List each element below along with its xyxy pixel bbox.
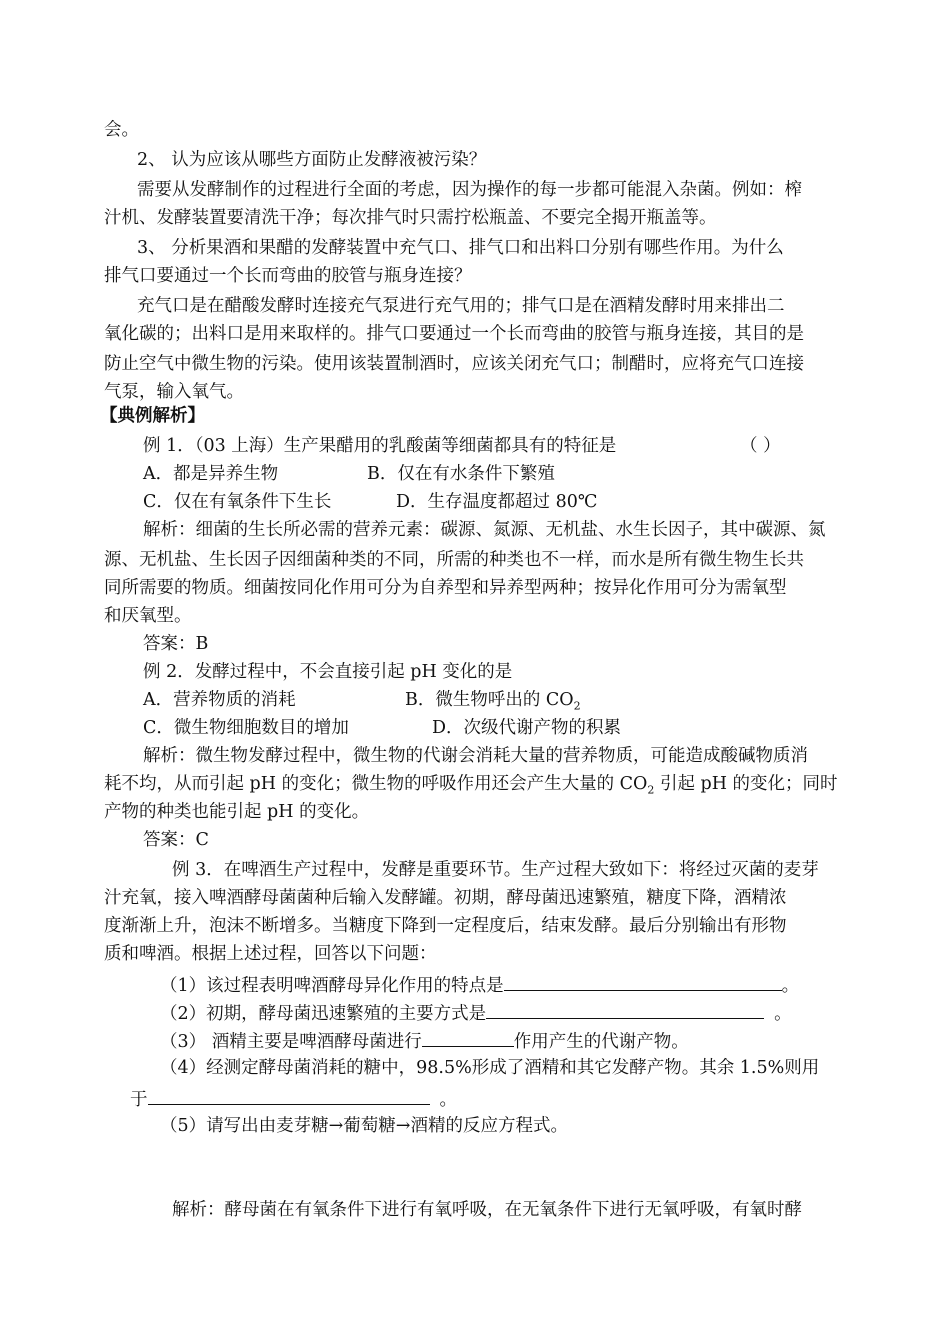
text-line: 解析：酵母菌在有氧条件下进行有氧呼吸，在无氧条件下进行无氧呼吸，有氧时酵	[172, 1200, 802, 1220]
example-2-stem: 例 2．发酵过程中，不会直接引起 pH 变化的是	[143, 662, 513, 682]
subscript: 2	[573, 699, 581, 713]
answer-bracket: （ ）	[740, 436, 781, 456]
text-part: 引起 pH 的变化；同时	[654, 774, 838, 794]
subscript: 2	[647, 783, 655, 797]
text-line: 解析：微生物发酵过程中，微生物的代谢会消耗大量的营养物质，可能造成酸碱物质消	[143, 746, 808, 766]
sub-question-4: （4）经测定酵母菌消耗的糖中，98.5%形成了酒精和其它发酵产物。其余 1.5%则用	[160, 1058, 820, 1078]
text-line: 产物的种类也能引起 pH 的变化。	[104, 802, 370, 822]
text-line: 和厌氧型。	[104, 606, 192, 626]
example-1-stem: 例 1．（03 上海）生产果醋用的乳酸菌等细菌都具有的特征是	[143, 436, 617, 456]
answer-blank	[422, 1028, 514, 1047]
option-b-text: B．微生物呼出的 CO	[405, 690, 574, 710]
option-a: A．都是异养生物	[143, 464, 279, 484]
sub-question-text: 于	[130, 1090, 148, 1110]
sub-question-1	[160, 972, 799, 998]
text-line: 气泵，输入氧气。	[104, 382, 244, 402]
text-line	[104, 772, 838, 803]
section-heading: 【典例解析】	[100, 406, 205, 426]
sub-question-text: （3） 酒精主要是啤酒酵母菌进行	[160, 1032, 422, 1052]
option-c: C．仅在有氧条件下生长	[143, 492, 332, 512]
punctuation: 。	[439, 1090, 457, 1110]
sub-question-5: （5）请写出由麦芽糖→葡萄糖→酒精的反应方程式。	[160, 1116, 568, 1136]
sub-question-4-cont	[130, 1086, 457, 1112]
sub-question-2	[160, 1000, 792, 1026]
text-line: 充气口是在醋酸发酵时连接充气泵进行充气用的；排气口是在酒精发酵时用来排出二	[137, 296, 785, 316]
question-2-heading: 2、 认为应该从哪些方面防止发酵液被污染？	[137, 150, 487, 170]
sub-question-text: （2）初期，酵母菌迅速繁殖的主要方式是	[160, 1004, 487, 1024]
text-line: 质和啤酒。根据上述过程，回答以下问题：	[104, 944, 437, 964]
text-line: 汁充氧，接入啤酒酵母菌菌种后输入发酵罐。初期，酵母菌迅速繁殖，糖度下降，酒精浓	[104, 888, 787, 908]
answer-line: 答案：B	[143, 634, 209, 654]
option-b	[405, 688, 581, 719]
text-line: 防止空气中微生物的污染。使用该装置制酒时，应该关闭充气口；制醋时，应将充气口连接	[104, 354, 804, 374]
text-line: 汁机、发酵装置要清洗干净；每次排气时只需拧松瓶盖、不要完全揭开瓶盖等。	[104, 208, 717, 228]
option-d: D．生存温度都超过 80℃	[396, 492, 598, 512]
example-3-stem: 例 3．在啤酒生产过程中，发酵是重要环节。生产过程大致如下：将经过灭菌的麦芽	[172, 860, 819, 880]
option-d: D．次级代谢产物的积累	[432, 718, 622, 738]
punctuation: 。	[774, 1004, 792, 1024]
answer-blank	[504, 972, 782, 991]
text-line: 氧化碳的；出料口是用来取样的。排气口要通过一个长而弯曲的胶管与瓶身连接，其目的是	[104, 324, 804, 344]
option-a: A．营养物质的消耗	[143, 690, 296, 710]
option-c: C．微生物细胞数目的增加	[143, 718, 349, 738]
sub-question-3	[160, 1028, 689, 1054]
punctuation: 。	[781, 976, 800, 996]
option-b: B．仅在有水条件下繁殖	[367, 464, 555, 484]
text-line: 源、无机盐、生长因子因细菌种类的不同，所需的种类也不一样，而水是所有微生物生长共	[104, 550, 804, 570]
answer-line: 答案：C	[143, 830, 209, 850]
text-part: 耗不均，从而引起 pH 的变化；微生物的呼吸作用还会产生大量的 CO	[104, 774, 648, 794]
sub-question-text: （1）该过程表明啤酒酵母异化作用的特点是	[160, 976, 504, 996]
sub-question-text: 作用产生的代谢产物。	[513, 1032, 689, 1052]
text-line: 解析：细菌的生长所必需的营养元素：碳源、氮源、无机盐、水生长因子，其中碳源、氮	[143, 520, 826, 540]
question-3-heading: 3、 分析果酒和果醋的发酵装置中充气口、排气口和出料口分别有哪些作用。为什么	[137, 238, 784, 258]
text-line: 度渐渐上升，泡沫不断增多。当糖度下降到一定程度后，结束发酵。最后分别输出有形物	[104, 916, 787, 936]
answer-blank	[486, 1000, 764, 1019]
text-line: 需要从发酵制作的过程进行全面的考虑，因为操作的每一步都可能混入杂菌。例如：榨	[137, 180, 802, 200]
text-line: 同所需要的物质。细菌按同化作用可分为自养型和异养型两种；按异化作用可分为需氧型	[104, 578, 787, 598]
text-line: 排气口要通过一个长而弯曲的胶管与瓶身连接？	[104, 266, 472, 286]
answer-blank	[148, 1086, 430, 1105]
text-line: 会。	[104, 120, 139, 140]
